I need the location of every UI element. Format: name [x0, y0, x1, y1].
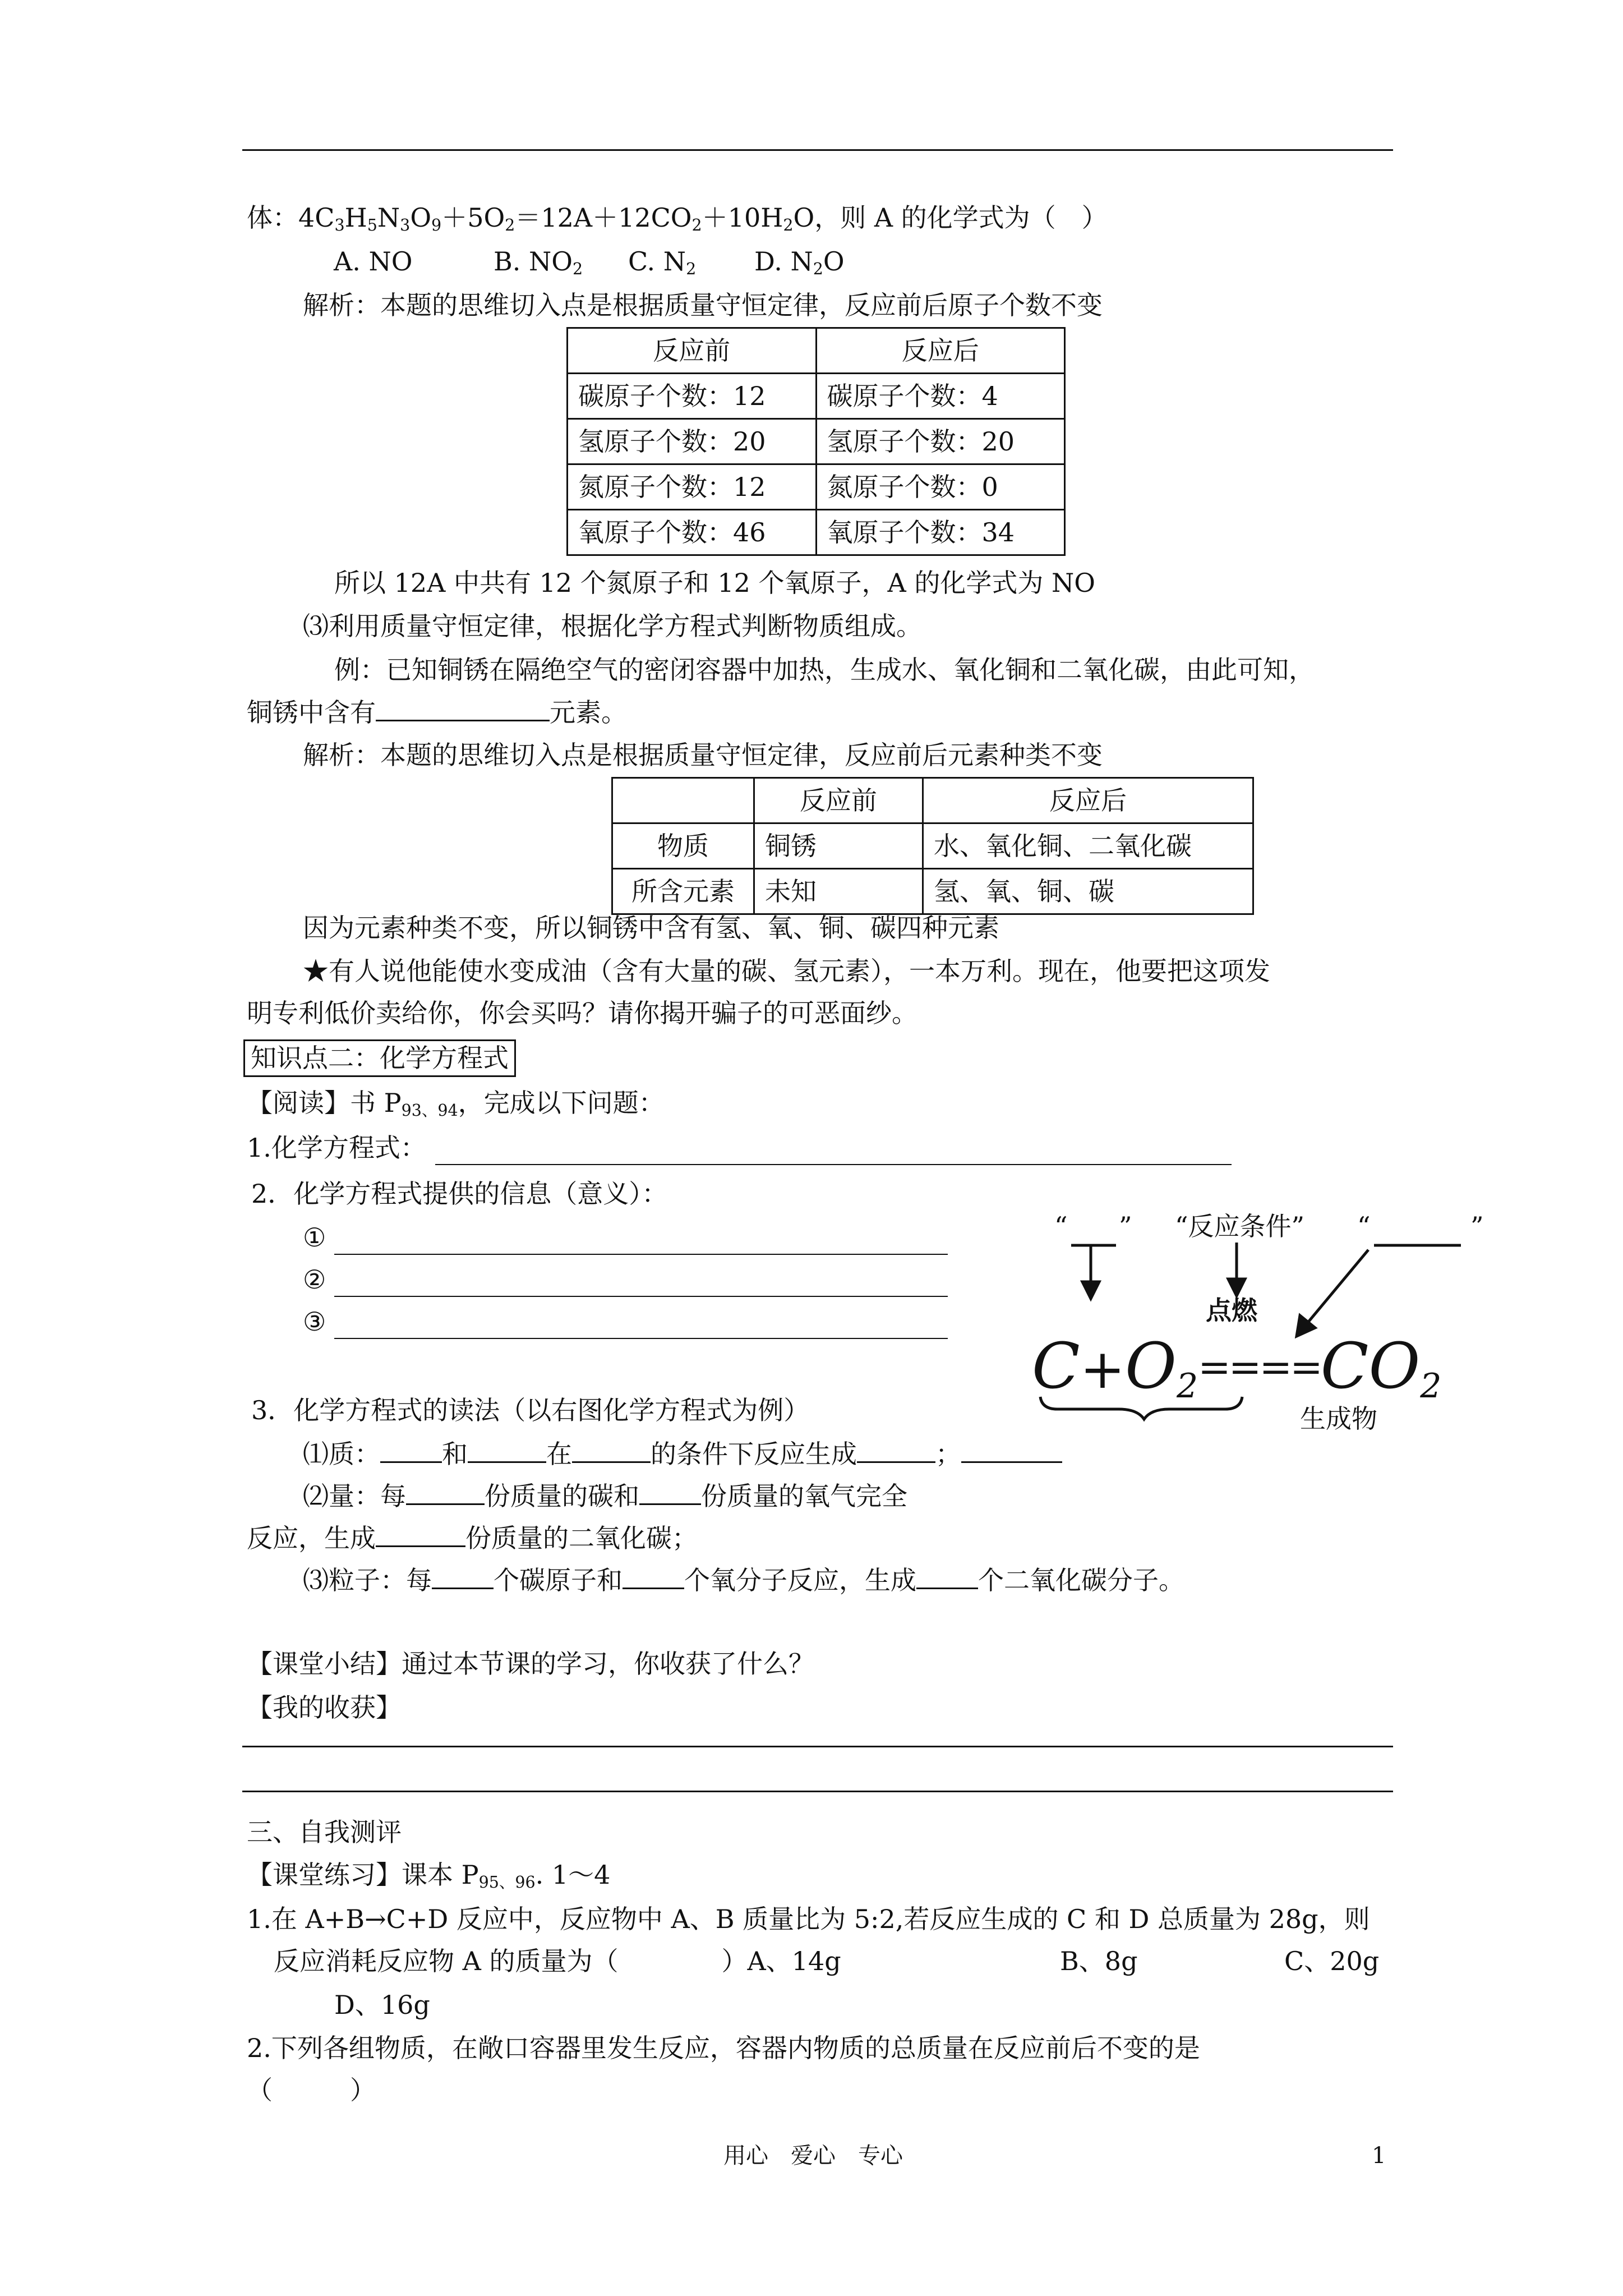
- example-2-line-1: 例：已知铜锈在隔绝空气的密闭容器中加热，生成水、氧化铜和二氧化碳，由此可知，: [334, 655, 1315, 685]
- my-gain: 【我的收获】: [247, 1692, 402, 1723]
- equation-co-subscript: 2: [1420, 1366, 1442, 1406]
- subscript: 95、96: [478, 1873, 536, 1892]
- table-cell: 碳原子个数：12: [568, 374, 817, 419]
- subscript: 3: [400, 216, 411, 235]
- table-header: 反应前: [754, 778, 923, 823]
- text: 【阅读】书 P: [247, 1088, 402, 1118]
- subscript: 93、94: [401, 1101, 458, 1120]
- exercise-1-line-1: 1.在 A+B→C+D 反应中，反应物中 A、B 质量比为 5:2,若反应生成的 C 和 D 总质量为 28g，则: [247, 1904, 1370, 1934]
- answer-blank[interactable]: [857, 1439, 935, 1463]
- table-cell: 氢原子个数：20: [816, 419, 1065, 464]
- table-header: 反应后: [816, 328, 1065, 374]
- quote-open-1: “: [1054, 1211, 1068, 1241]
- answer-blank[interactable]: [432, 1565, 494, 1589]
- answer-blank[interactable]: [572, 1439, 651, 1463]
- knowledge-point-2-heading: 知识点二：化学方程式: [243, 1039, 516, 1077]
- text: ⑴质：: [303, 1439, 380, 1469]
- table-cell: 水、氧化铜、二氧化碳: [923, 823, 1253, 869]
- point-3: ⑶利用质量守恒定律，根据化学方程式判断物质组成。: [303, 611, 922, 641]
- gain-line-1[interactable]: [242, 1746, 1393, 1747]
- table-cell: 氢原子个数：20: [568, 419, 817, 464]
- text: C. N: [628, 246, 686, 277]
- table-cell: 氢、氧、铜、碳: [923, 869, 1253, 914]
- table-cell: 未知: [754, 869, 923, 914]
- footer-motto: 用心 爱心 专心: [723, 2143, 903, 2169]
- table-cell: 铜锈: [754, 823, 923, 869]
- answer-blank[interactable]: [376, 1523, 465, 1547]
- text: ；: [935, 1439, 961, 1469]
- subscript: 2: [573, 260, 583, 279]
- text: 和: [442, 1439, 468, 1469]
- circle-1: ①: [303, 1222, 326, 1253]
- text: ⑵量：每: [303, 1481, 406, 1511]
- exercise-1-option-b: B、8g: [1060, 1946, 1138, 1976]
- section-3-heading: 三、自我测评: [247, 1817, 402, 1847]
- analysis-2: 解析：本题的思维切入点是根据质量守恒定律，反应前后元素种类不变: [303, 740, 1103, 770]
- answer-blank[interactable]: [916, 1565, 978, 1589]
- answer-blank[interactable]: [380, 1439, 442, 1463]
- question-2: 2．化学方程式提供的信息（意义）：: [251, 1179, 668, 1209]
- analysis-1: 解析：本题的思维切入点是根据质量守恒定律，反应前后原子个数不变: [303, 290, 1103, 320]
- text: 在: [546, 1439, 572, 1469]
- text: D. N: [754, 246, 813, 277]
- star-line-1: ★有人说他能使水变成油（含有大量的碳、氢元素），一本万利。现在，他要把这项发: [303, 956, 1270, 986]
- exercise-1-line-2: 反应消耗反应物 A 的质量为（ ）A、14g: [274, 1946, 841, 1976]
- circle-2: ②: [303, 1264, 326, 1295]
- subscript: 3: [334, 216, 345, 235]
- text: H: [344, 203, 367, 233]
- subscript: 2: [813, 260, 823, 279]
- reading-quantity-1: [303, 1481, 907, 1511]
- table-cell: 氮原子个数：12: [568, 464, 817, 510]
- equation-carbon: C: [1032, 1330, 1080, 1403]
- answer-blank[interactable]: [406, 1481, 485, 1505]
- equation-oxygen: O: [1125, 1330, 1177, 1403]
- quote-close-1: ”: [1119, 1211, 1132, 1241]
- reaction-condition-label: “反应条件”: [1175, 1211, 1305, 1241]
- text: B. NO: [494, 246, 573, 277]
- text: 体：4C: [247, 203, 335, 233]
- subscript: 9: [431, 216, 442, 235]
- gain-line-2[interactable]: [242, 1791, 1393, 1792]
- text: ＋5O: [441, 203, 505, 233]
- subscript: 2: [505, 216, 515, 235]
- subscript: 2: [691, 216, 702, 235]
- text: 个氧分子反应，生成: [684, 1565, 916, 1595]
- text: N: [377, 203, 400, 233]
- answer-blank[interactable]: [961, 1439, 1062, 1463]
- exercise-1-option-d: D、16g: [334, 1990, 430, 2020]
- table-cell: 物质: [612, 823, 754, 869]
- table-cell: 氮原子个数：0: [816, 464, 1065, 510]
- text: 个二氧化碳分子。: [978, 1565, 1184, 1595]
- quote-open-2: “: [1357, 1211, 1371, 1241]
- reading-quality: [303, 1439, 1062, 1469]
- subscript: 2: [783, 216, 794, 235]
- arrow-right-shaft: [1307, 1250, 1368, 1324]
- text: 铜锈中含有: [247, 697, 376, 728]
- text: O: [410, 203, 432, 233]
- question-3: 3．化学方程式的读法（以右图化学方程式为例）: [251, 1395, 810, 1425]
- text: 1.化学方程式：: [247, 1133, 426, 1163]
- answer-blank[interactable]: [639, 1481, 701, 1505]
- text: 份质量的氧气完全: [701, 1481, 907, 1511]
- equation-plus: +: [1080, 1338, 1126, 1401]
- exercise-2-line-1: 2.下列各组物质，在敞口容器里发生反应，容器内物质的总质量在反应前后不变的是: [247, 2033, 1200, 2063]
- equation-co: CO: [1320, 1330, 1421, 1403]
- table-header: 反应前: [568, 328, 817, 374]
- arrow-left-head: [1082, 1282, 1099, 1299]
- equation-equals: ====: [1198, 1344, 1321, 1391]
- table-cell: 氧原子个数：46: [568, 510, 817, 555]
- text: 【课堂练习】课本 P: [247, 1860, 479, 1890]
- equation-oxygen-subscript: 2: [1176, 1366, 1198, 1406]
- ignition-condition: 点燃: [1206, 1295, 1257, 1326]
- table-header: 反应后: [923, 778, 1253, 823]
- star-line-2: 明专利低价卖给你，你会买吗？请你揭开骗子的可恶面纱。: [247, 998, 917, 1028]
- product-label: 生成物: [1300, 1404, 1377, 1434]
- table-cell: 所含元素: [612, 869, 754, 914]
- conclusion-1: 所以 12A 中共有 12 个氮原子和 12 个氧原子，A 的化学式为 NO: [334, 568, 1095, 598]
- text: O，则 A 的化学式为（ ）: [793, 203, 1108, 233]
- reading-particles: [303, 1565, 1184, 1595]
- conclusion-2: 因为元素种类不变，所以铜锈中含有氢、氧、铜、碳四种元素: [303, 913, 999, 943]
- arrow-center-head: [1228, 1279, 1245, 1296]
- reading-quantity-2: [247, 1523, 698, 1553]
- page-number: 1: [1372, 2143, 1386, 2169]
- text: 份质量的二氧化碳；: [465, 1523, 698, 1553]
- circle-3: ③: [303, 1306, 326, 1337]
- text: ⑶粒子：每: [303, 1565, 432, 1595]
- exercise-1-option-c: C、20g: [1284, 1946, 1380, 1976]
- quote-close-2: ”: [1470, 1211, 1484, 1241]
- option-a: A. NO: [334, 246, 413, 277]
- text: ＝12A＋12CO: [515, 203, 692, 233]
- text: 个碳原子和: [494, 1565, 623, 1595]
- text: ＋10H: [702, 203, 783, 233]
- subscript: 2: [686, 260, 697, 279]
- chemical-equation: [1032, 1330, 1442, 1406]
- text: 份质量的碳和: [485, 1481, 639, 1511]
- text: ，完成以下问题：: [458, 1088, 665, 1118]
- table-cell: 氧原子个数：34: [816, 510, 1065, 555]
- text: . 1～4: [535, 1860, 611, 1890]
- exercise-2-line-2: （ ）: [247, 2075, 376, 2105]
- answer-blank[interactable]: [623, 1565, 684, 1589]
- text: 的条件下反应生成: [651, 1439, 857, 1469]
- answer-blank[interactable]: [468, 1439, 546, 1463]
- text: 反应，生成: [247, 1523, 376, 1553]
- subscript: 5: [367, 216, 377, 235]
- table-cell: 碳原子个数：4: [816, 374, 1065, 419]
- class-summary: 【课堂小结】通过本节课的学习，你收获了什么？: [247, 1649, 814, 1679]
- text: O: [823, 246, 845, 277]
- text: 元素。: [550, 697, 627, 728]
- class-practice: [247, 1860, 610, 1892]
